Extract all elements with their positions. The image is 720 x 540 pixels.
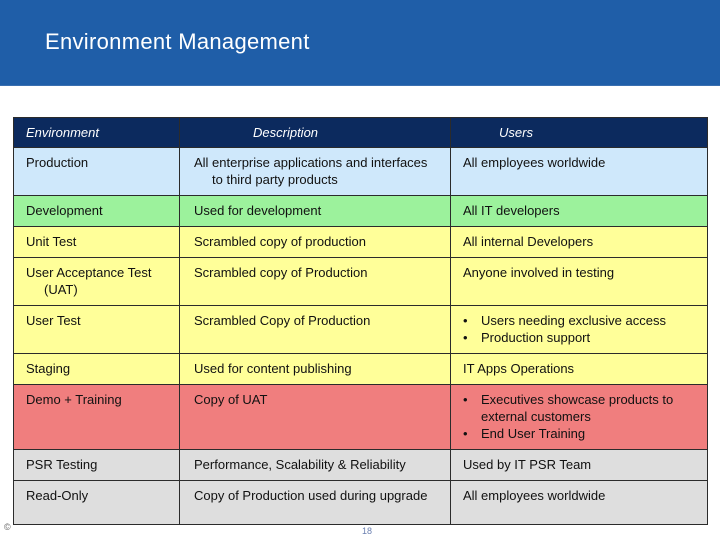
environment-name: Staging bbox=[26, 361, 71, 376]
table-row bbox=[14, 450, 708, 481]
users-text: All employees worldwide bbox=[463, 155, 606, 170]
description-cell bbox=[180, 354, 451, 385]
users-bullet-item: • Production support bbox=[463, 329, 695, 346]
users-text: IT Apps Operations bbox=[463, 361, 575, 376]
table-row bbox=[14, 258, 708, 306]
description-cell bbox=[180, 258, 451, 306]
environment-name: Unit Test bbox=[26, 234, 77, 249]
title-bar bbox=[0, 0, 720, 86]
page-number: 18 bbox=[362, 526, 373, 536]
environment-table bbox=[13, 117, 708, 525]
description-text: Performance, Scalability & Reliability bbox=[194, 457, 406, 472]
description-text: Used for development bbox=[194, 203, 322, 218]
environment-name: PSR Testing bbox=[26, 457, 98, 472]
environment-cell bbox=[14, 354, 180, 385]
users-text: Used by IT PSR Team bbox=[463, 457, 592, 472]
description-cell bbox=[180, 450, 451, 481]
environment-name: Production bbox=[26, 155, 89, 170]
description-text: All enterprise applications and interfaces to third party products bbox=[194, 155, 428, 187]
users-text: Anyone involved in testing bbox=[463, 265, 615, 280]
table-row bbox=[14, 148, 708, 196]
table-row bbox=[14, 354, 708, 385]
column-header-users: Users bbox=[451, 118, 708, 148]
table-row bbox=[14, 196, 708, 227]
users-cell bbox=[451, 354, 708, 385]
users-cell bbox=[451, 481, 708, 525]
environment-cell bbox=[14, 258, 180, 306]
table-row bbox=[14, 306, 708, 354]
description-text: Copy of UAT bbox=[194, 392, 268, 407]
environment-cell bbox=[14, 306, 180, 354]
environment-cell bbox=[14, 385, 180, 450]
description-cell bbox=[180, 148, 451, 196]
environment-name: User Test bbox=[26, 313, 81, 328]
description-cell bbox=[180, 481, 451, 525]
description-text: Scrambled copy of production bbox=[194, 234, 366, 249]
users-cell bbox=[451, 450, 708, 481]
table-header-row bbox=[14, 118, 708, 148]
environment-cell bbox=[14, 450, 180, 481]
environment-name: Demo + Training bbox=[26, 392, 122, 407]
description-cell bbox=[180, 385, 451, 450]
description-cell bbox=[180, 196, 451, 227]
environment-name: User Acceptance Test (UAT) bbox=[26, 265, 152, 297]
environment-cell bbox=[14, 227, 180, 258]
table-row bbox=[14, 227, 708, 258]
footer-copyright: © bbox=[4, 522, 11, 532]
description-cell bbox=[180, 306, 451, 354]
table-row bbox=[14, 481, 708, 525]
users-bullet-item: • Executives showcase products to external customers bbox=[463, 391, 695, 425]
users-text: All internal Developers bbox=[463, 234, 594, 249]
environment-name: Read-Only bbox=[26, 488, 89, 503]
users-bullet-item: • Users needing exclusive access bbox=[463, 312, 695, 329]
description-text: Copy of Production used during upgrade bbox=[194, 488, 428, 503]
environment-cell bbox=[14, 196, 180, 227]
environment-cell bbox=[14, 148, 180, 196]
users-cell bbox=[451, 227, 708, 258]
page-title: Environment Management bbox=[45, 29, 310, 54]
users-cell bbox=[451, 306, 708, 354]
users-cell bbox=[451, 196, 708, 227]
column-header-environment: Environment bbox=[14, 118, 180, 148]
users-cell bbox=[451, 148, 708, 196]
environment-cell bbox=[14, 481, 180, 525]
users-bullet-item: • End User Training bbox=[463, 425, 695, 442]
description-text: Scrambled copy of Production bbox=[194, 265, 368, 280]
table-row bbox=[14, 385, 708, 450]
users-cell bbox=[451, 385, 708, 450]
users-text: All employees worldwide bbox=[463, 488, 606, 503]
description-text: Scrambled Copy of Production bbox=[194, 313, 371, 328]
environment-name: Development bbox=[26, 203, 103, 218]
column-header-description: Description bbox=[180, 118, 451, 148]
users-cell bbox=[451, 258, 708, 306]
description-cell bbox=[180, 227, 451, 258]
description-text: Used for content publishing bbox=[194, 361, 352, 376]
users-text: All IT developers bbox=[463, 203, 560, 218]
